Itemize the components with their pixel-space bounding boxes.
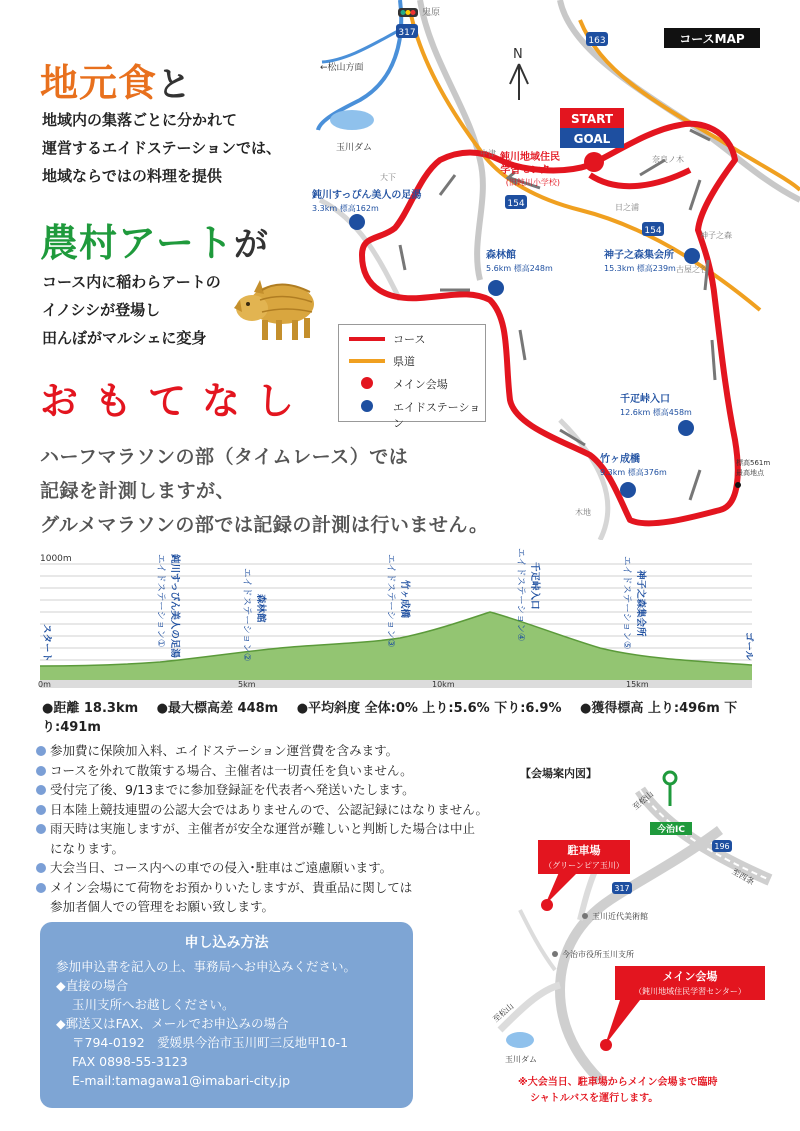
stat-gain: ●獲得標高 上り:496m 下り:491m [42, 701, 738, 735]
aid-station-name: 鈍川すっぴん美人の足湯 [312, 190, 422, 201]
parking-callout-pointer [545, 870, 580, 905]
aid-station-marker [349, 214, 365, 230]
aid-station-info: 9.3km 標高376m [600, 468, 667, 477]
profile-station-label: 神子之森集会所 [635, 570, 646, 637]
note-item-continuation: 参加者個人での管理をお願い致します。 [50, 899, 275, 914]
to-matsuyama-top: 至松山 [631, 789, 656, 812]
main-venue-marker [584, 152, 604, 172]
peak-marker [735, 482, 741, 488]
legend-main-label: メイン会場 [393, 378, 448, 391]
dam-lake [330, 110, 374, 130]
note-item: コースを外れて散策する場合、主催者は一切責任を負いません。 [36, 761, 516, 781]
road [520, 910, 555, 970]
profile-station-label: 竹ヶ成橋 [399, 580, 410, 619]
svg-text:154: 154 [507, 199, 525, 209]
desc-line: イノシシが登場し [42, 301, 161, 319]
aid-station-marker [620, 482, 636, 498]
legend-road-label: 県道 [393, 355, 415, 368]
svg-text:154: 154 [644, 226, 662, 236]
place-label: 神子之森 [700, 231, 732, 240]
aid-station-name: 竹ヶ成橋 [600, 454, 640, 465]
venue-map-title: 【会場案内図】 [520, 767, 597, 780]
profile-station-label: 鈍川すっぴん美人の足湯 [169, 554, 180, 658]
title-rural-art-main: 農村アート [40, 221, 234, 265]
profile-start-label: スタート [41, 624, 52, 663]
course-stats [42, 697, 782, 735]
profile-x-label: 15km [626, 680, 649, 689]
place-onibara: 鬼原 [422, 8, 441, 18]
legend-road-swatch [349, 359, 385, 363]
note-item: 大会当日、コース内への車での侵入･駐車はご遠慮願います。 [36, 858, 516, 878]
application-line: ◆郵送又はFAX、メールでお申込みの場合 [56, 1016, 289, 1031]
profile-station-sub: エイドステーション⑤ [621, 556, 632, 650]
parking-marker [541, 899, 553, 911]
route-badge-163 [586, 32, 608, 46]
course-line [590, 170, 690, 186]
dam-lake [506, 1032, 534, 1048]
aid-station-name: 千疋峠入口 [620, 394, 670, 405]
road [560, 420, 608, 540]
route-badge-154-a [505, 195, 527, 209]
svg-text:N: N [513, 47, 523, 62]
main-venue-callout-label: メイン会場 [662, 970, 718, 983]
peak-label: 最高地点 [736, 469, 764, 477]
svg-text:196: 196 [714, 842, 730, 851]
application-line: 玉川支所へお越しください。 [72, 997, 235, 1012]
desc-line: 地域ならではの料理を提供 [42, 167, 222, 185]
dam-label: 玉川ダム [505, 1055, 537, 1064]
ic-marker [664, 772, 676, 784]
note-item: 受付完了後、9/13までに参加登録証を代表者へ発送いたします。 [36, 780, 516, 800]
place-label: 中津 [480, 149, 496, 158]
start-text: START [570, 112, 614, 126]
desc-line: コース内に稲わらアートの [42, 273, 221, 291]
legend-aid-label: エイドステーション [393, 401, 481, 430]
desc-line: 田んぼがマルシェに変身 [42, 329, 207, 347]
profile-station-sub: エイドステーション④ [515, 548, 526, 642]
note-item: 雨天時は実施しますが、主催者が安全な運営が難しいと判断した場合は中止 [36, 819, 516, 839]
stat-slope: ●平均斜度 全体:0% 上り:5.6% 下り:6.9% [296, 701, 562, 716]
application-line: 参加申込書を記入の上、事務局へお申込みください。 [56, 959, 357, 974]
profile-station-sub: エイドステーション① [155, 554, 166, 648]
profile-station-label: 千疋峠入口 [529, 562, 540, 610]
application-box [40, 922, 413, 1108]
profile-station-sub: エイドステーション③ [385, 554, 396, 648]
imabari-ic-label: 今治IC [657, 825, 685, 835]
note-item: 参加費に保険加入料、エイドステーション運営費を含みます。 [36, 741, 516, 761]
note-item: メイン会場にて荷物をお預かりいたしますが、貴重品に関しては [36, 878, 516, 898]
svg-text:317: 317 [398, 28, 416, 38]
title-local-food [40, 52, 192, 107]
desc-line: 地域内の集落ごとに分かれて [42, 111, 238, 129]
title-rural-art-particle: が [233, 225, 269, 265]
profile-x-label: 5km [238, 680, 256, 689]
route-badge-196 [712, 840, 732, 852]
half-note-line: ハーフマラソンの部（タイムレース）では [40, 446, 409, 468]
goal-text: GOAL [573, 132, 611, 146]
stat-height-diff: ●最大標高差 448m [156, 701, 279, 716]
desc-line: 運営するエイドステーションでは、 [42, 139, 281, 157]
desc-local-food [42, 106, 281, 190]
to-matsuyama-bottom: 至松山 [491, 1001, 516, 1024]
river [322, 30, 400, 62]
peak-label: 標高561m [736, 459, 771, 467]
application-title: 申し込み方法 [184, 935, 269, 951]
aid-station-info: 12.6km 標高458m [620, 408, 692, 417]
museum-label: 玉川近代美術館 [592, 912, 648, 921]
main-venue-pin [600, 1039, 612, 1051]
aid-station-marker [488, 280, 504, 296]
place-label: 大下 [380, 173, 396, 182]
place-label: 日之浦 [615, 203, 639, 212]
application-line: ◆直接の場合 [56, 978, 129, 993]
half-note-line: 記録を計測しますが、 [40, 480, 236, 502]
main-venue-label: 学習センター [500, 165, 560, 176]
route-badge-154-b [642, 222, 664, 236]
parking-sub-label: （グリーンピア玉川） [544, 861, 624, 870]
main-venue-callout-sub: （鈍川地域住民学習センター） [634, 987, 746, 996]
place-label: 木地 [575, 508, 591, 517]
office-label: 今治市役所玉川支所 [562, 950, 634, 959]
office-marker [552, 951, 558, 957]
route-badge-317 [396, 24, 418, 38]
shuttle-note: シャトルバスを運行します。 [530, 1093, 659, 1104]
course-map-badge-text: コースMAP [679, 32, 745, 46]
profile-goal-label: ゴール [743, 632, 754, 661]
main-venue-callout-pointer [605, 1000, 640, 1045]
note-item: 日本陸上競技連盟の公認大会ではありませんので、公認記録にはなりません。 [36, 800, 516, 820]
aid-station-info: 15.3km 標高239m [604, 264, 676, 273]
aid-station-marker [684, 248, 700, 264]
application-fax: FAX 0898-55-3123 [72, 1054, 188, 1069]
title-local-food-main: 地元食 [40, 61, 158, 105]
note-item-continuation: になります。 [50, 840, 125, 856]
place-label: 奈良ノ木 [652, 155, 684, 164]
profile-station-sub: エイドステーション② [241, 568, 252, 662]
application-email[interactable]: E-mail:tamagawa1@imabari-city.jp [72, 1073, 290, 1088]
to-matsuyama-label: ←松山方面 [320, 63, 364, 73]
profile-x-label: 10km [432, 680, 455, 689]
parking-label: 駐車場 [567, 844, 601, 857]
place-label: 古屋之谷 [676, 265, 708, 274]
notes-list [36, 741, 516, 917]
title-local-food-particle: と [157, 65, 193, 105]
profile-station-label: 森林館 [255, 594, 266, 623]
aid-station-info: 3.3km 標高162m [312, 204, 379, 213]
elevation-profile [0, 548, 800, 696]
venue-map [480, 760, 780, 1120]
title-omotenashi [40, 370, 310, 425]
aid-station-info: 5.6km 標高248m [486, 264, 553, 273]
course-map [300, 0, 800, 540]
to-saijo: 至西条 [730, 866, 756, 887]
main-venue-label: 鈍川地域住民 [500, 152, 560, 163]
dam-label: 玉川ダム [336, 143, 373, 153]
legend-main-swatch [361, 377, 373, 389]
profile-x-label: 0m [38, 680, 51, 689]
aid-station-marker [678, 420, 694, 436]
svg-text:163: 163 [588, 36, 606, 46]
main-venue-label: (旧鈍川小学校) [505, 178, 560, 187]
svg-text:317: 317 [614, 884, 630, 893]
aid-station-name: 森林館 [486, 250, 516, 261]
half-note-line: グルメマラソンの部では記録の計測は行いません。 [40, 514, 489, 536]
shuttle-note: ※大会当日、駐車場からメイン会場まで臨時 [518, 1077, 718, 1088]
museum-marker [582, 913, 588, 919]
north-arrow-icon [510, 47, 528, 100]
stat-distance: ●距離 18.3km [42, 701, 139, 716]
profile-y-label: 1000m [40, 554, 72, 564]
application-address: 〒794-0192 愛媛県今治市玉川町三反地甲10-1 [72, 1035, 349, 1050]
desc-rural-art [42, 268, 221, 352]
legend-course-swatch [349, 337, 385, 341]
legend-aid-swatch [361, 400, 373, 412]
aid-station-name: 神子之森集会所 [604, 250, 674, 261]
legend-course-label: コース [393, 333, 426, 346]
map-legend [338, 324, 486, 430]
route-badge-317 [612, 882, 632, 894]
traffic-light-icon [398, 8, 418, 17]
title-omotenashi-text: おもてなし [40, 379, 311, 423]
title-rural-art [40, 212, 269, 267]
